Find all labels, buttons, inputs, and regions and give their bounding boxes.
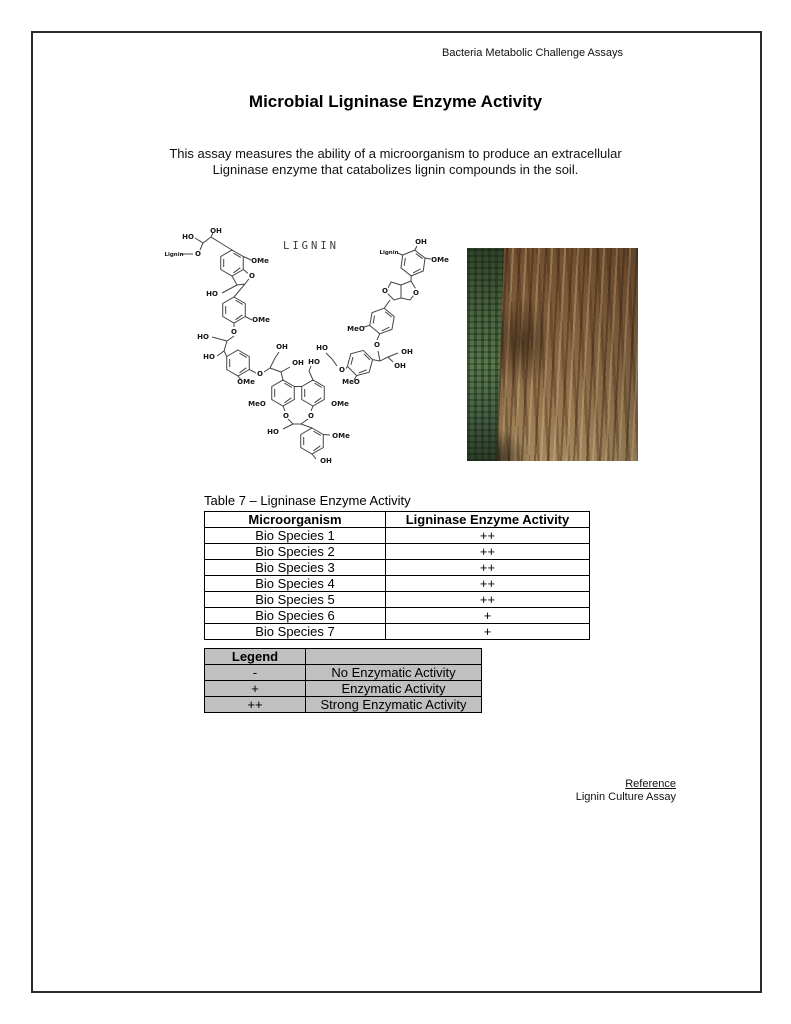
description-line-1: This assay measures the ability of a microorganism to produce an extracellular [169,146,622,161]
table-row [205,528,590,544]
svg-text:OH: OH [320,457,332,465]
organism-cell: Bio Species 7 [205,624,386,640]
legend-meaning-cell: Enzymatic Activity [306,681,482,697]
activity-cell: ++ [386,592,590,608]
page-title: Microbial Ligninase Enzyme Activity [248,92,543,111]
legend-row [205,665,482,681]
svg-text:HO: HO [182,233,194,241]
activity-cell: + [386,608,590,624]
organism-cell: Bio Species 5 [205,592,386,608]
svg-text:HO: HO [206,290,218,298]
svg-text:HO: HO [308,358,320,366]
svg-text:OMe: OMe [251,257,269,265]
legend-title: Legend [205,649,306,665]
svg-text:HO: HO [316,344,328,352]
description-line-2: Ligninase enzyme that catabolizes lignin compounds in the soil. [212,162,579,177]
table-row [205,560,590,576]
organism-cell: Bio Species 1 [205,528,386,544]
lignin-structure-figure [150,223,460,471]
activity-cell: ++ [386,528,590,544]
reference-label: Reference [625,778,676,790]
legend-meaning-cell: No Enzymatic Activity [306,665,482,681]
svg-text:OH: OH [415,238,427,246]
svg-text:O: O [283,412,289,420]
svg-text:O: O [374,341,380,349]
activity-cell: ++ [386,560,590,576]
table-caption: Table 7 – Ligninase Enzyme Activity [204,493,411,508]
table-row [205,592,590,608]
svg-text:MeO: MeO [342,378,360,386]
bond-lines [181,233,431,459]
table-header-row [205,512,590,528]
reference-text: Lignin Culture Assay [575,791,676,803]
svg-text:OMe: OMe [237,378,255,386]
svg-text:Lignin: Lignin [164,252,184,258]
legend-title-spacer [306,649,482,665]
organism-cell: Bio Species 2 [205,544,386,560]
legend-header-row [205,649,482,665]
legend-symbol-cell: + [205,681,306,697]
svg-text:OH: OH [292,359,304,367]
forest-background [467,248,509,461]
svg-text:HO: HO [197,333,209,341]
svg-text:MeO: MeO [248,400,266,408]
organism-cell: Bio Species 3 [205,560,386,576]
atom-labels [164,227,449,465]
svg-text:O: O [257,370,263,378]
activity-cell: + [386,624,590,640]
svg-text:O: O [195,250,201,258]
svg-text:O: O [308,412,314,420]
svg-text:OMe: OMe [431,256,449,264]
svg-text:OH: OH [276,343,288,351]
col-header-microorganism: Microorganism [205,512,386,528]
organism-cell: Bio Species 6 [205,608,386,624]
table-row [205,576,590,592]
svg-text:HO: HO [203,353,215,361]
tree-bark-photo [467,248,638,461]
svg-text:Lignin: Lignin [379,250,399,256]
running-header: Bacteria Metabolic Challenge Assays [442,47,623,59]
svg-text:OMe: OMe [331,400,349,408]
legend-row [205,681,482,697]
svg-text:OMe: OMe [252,316,270,324]
svg-text:OMe: OMe [332,432,350,440]
svg-text:O: O [339,366,345,374]
organism-cell: Bio Species 4 [205,576,386,592]
svg-text:OH: OH [210,227,222,235]
assay-table [204,511,590,640]
legend-symbol-cell: ++ [205,697,306,713]
legend-table [204,648,482,713]
svg-text:OH: OH [394,362,406,370]
svg-text:OH: OH [401,348,413,356]
table-row [205,608,590,624]
assay-description [0,146,791,178]
table-row [205,624,590,640]
activity-cell: ++ [386,576,590,592]
svg-text:O: O [382,287,388,295]
structure-title: LIGNIN [283,240,339,252]
col-header-activity: Ligninase Enzyme Activity [386,512,590,528]
lignin-structure-svg [150,223,460,471]
legend-meaning-cell: Strong Enzymatic Activity [306,697,482,713]
svg-text:O: O [249,272,255,280]
svg-text:O: O [231,328,237,336]
table-row [205,544,590,560]
reference-block [0,778,676,804]
svg-text:MeO: MeO [347,325,365,333]
svg-text:O: O [413,289,419,297]
legend-row [205,697,482,713]
activity-cell: ++ [386,544,590,560]
legend-symbol-cell: - [205,665,306,681]
svg-text:HO: HO [267,428,279,436]
